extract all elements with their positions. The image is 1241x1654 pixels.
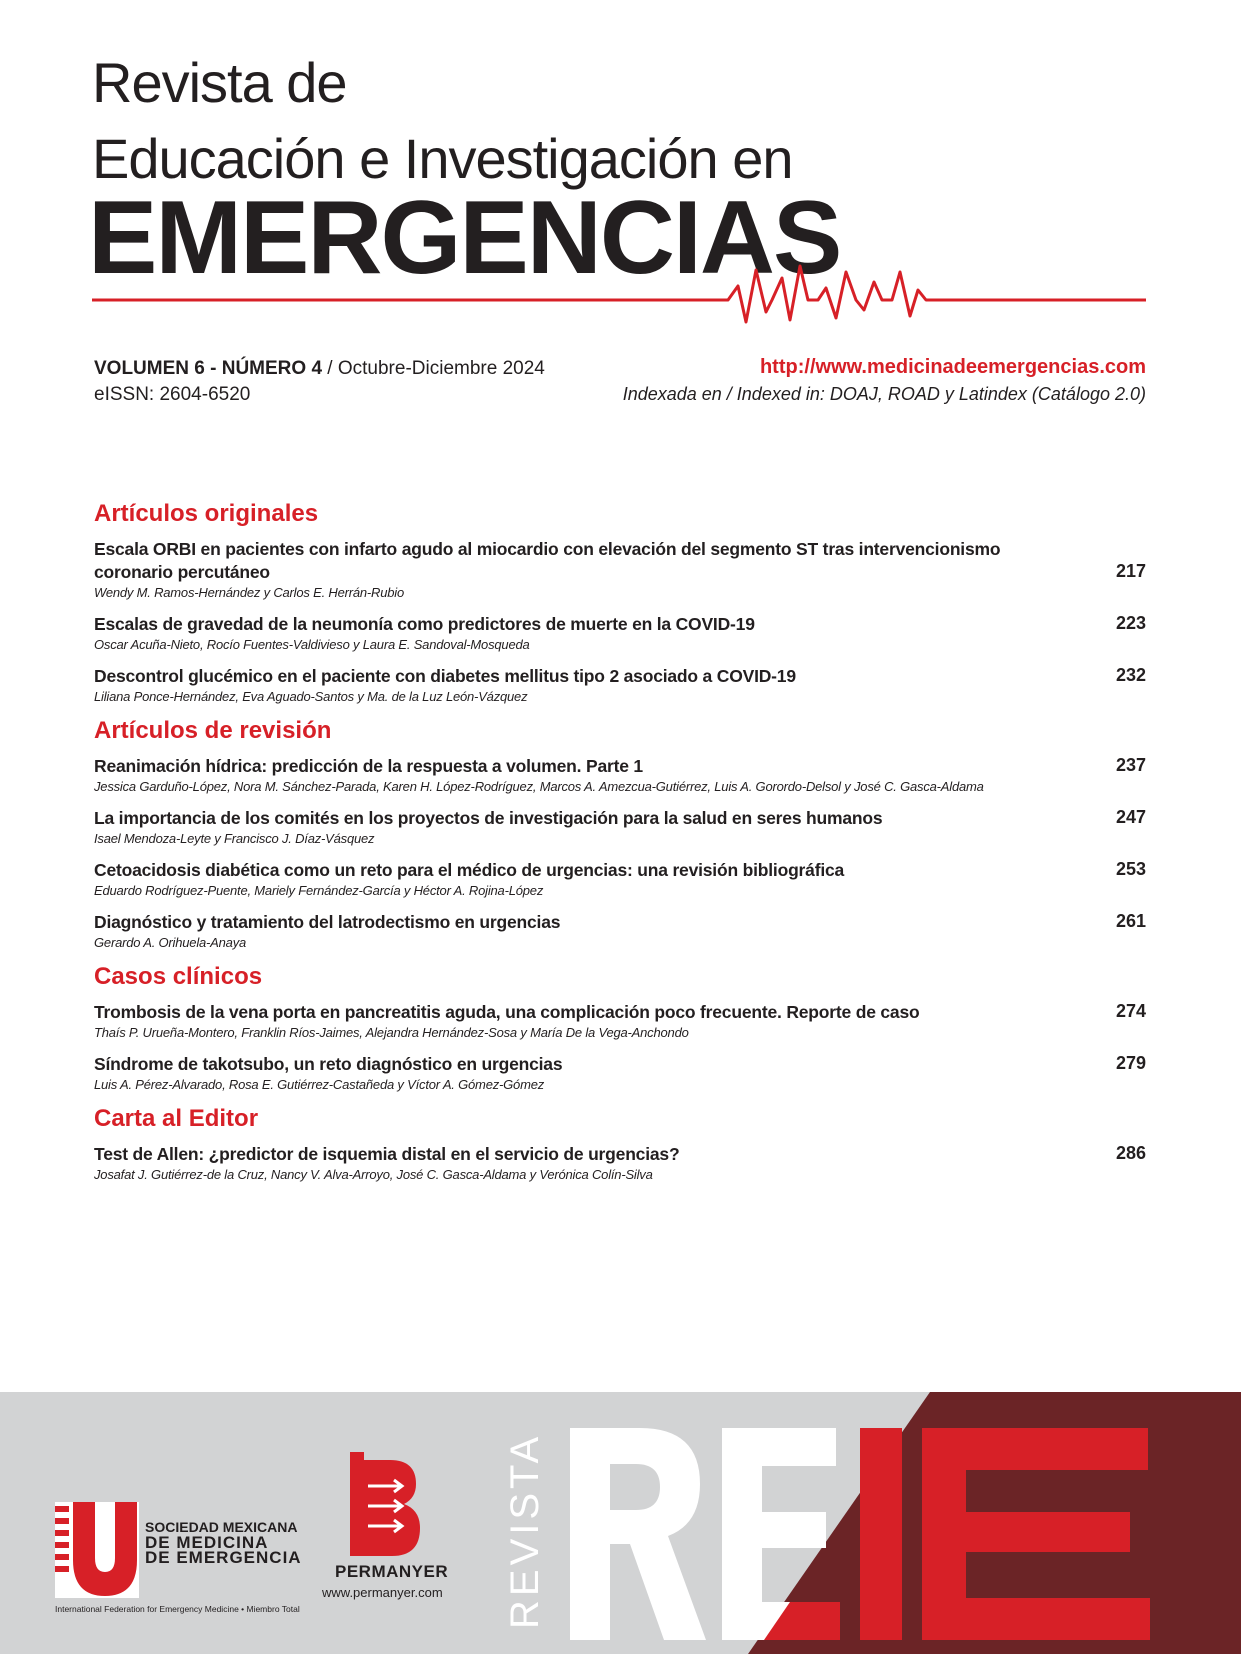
article-authors: Wendy M. Ramos-Hernández y Carlos E. Herrán-Rubio — [94, 585, 405, 600]
toc-section — [94, 500, 1146, 705]
article-title[interactable]: La importancia de los comités en los proyectos de investigación para la salud en seres humanos — [94, 808, 883, 828]
article-authors: Oscar Acuña-Nieto, Rocío Fuentes-Valdivieso y Laura E. Sandoval-Mosqueda — [94, 637, 530, 652]
toc-article[interactable] — [94, 859, 1146, 899]
article-page-number: 274 — [1115, 1001, 1146, 1021]
toc-article[interactable] — [94, 1053, 1146, 1093]
article-authors: Thaís P. Urueña-Montero, Franklin Ríos-Jaimes, Alejandra Hernández-Sosa y María De la Vega-Anchondo — [94, 1025, 689, 1040]
article-authors: Isael Mendoza-Leyte y Francisco J. Díaz-Vásquez — [94, 831, 375, 846]
article-authors: Liliana Ponce-Hernández, Eva Aguado-Santos y Ma. de la Luz León-Vázquez — [94, 689, 528, 704]
smme-logo-icon — [55, 1502, 139, 1598]
toc-article[interactable] — [94, 1001, 1146, 1041]
article-title[interactable]: Trombosis de la vena porta en pancreatitis aguda, una complicación poco frecuente. Reporte de caso — [94, 1002, 920, 1022]
journal-title-main: EMERGENCIAS — [88, 180, 841, 296]
section-title: Carta al Editor — [94, 1105, 259, 1132]
issue-date: / Octubre-Diciembre 2024 — [322, 358, 545, 379]
society-name-line1: SOCIEDAD MEXICANA — [145, 1519, 298, 1535]
toc-article[interactable] — [94, 538, 1146, 601]
table-of-contents — [94, 500, 1146, 1195]
journal-title-line2: Educación e Investigación en — [92, 127, 793, 190]
article-title[interactable]: Escalas de gravedad de la neumonía como predictores de muerte en la COVID-19 — [94, 614, 755, 634]
society-name-line2: DE MEDICINA — [145, 1533, 269, 1552]
article-page-number: 217 — [1115, 561, 1146, 581]
article-page-number: 261 — [1115, 911, 1146, 931]
article-title[interactable]: Cetoacidosis diabética como un reto para el médico de urgencias: una revisión bibliográfica — [94, 860, 845, 880]
article-title[interactable]: Síndrome de takotsubo, un reto diagnóstico en urgencias — [94, 1054, 563, 1074]
article-title[interactable]: Reanimación hídrica: predicción de la respuesta a volumen. Parte 1 — [94, 756, 643, 776]
toc-section — [94, 717, 1146, 951]
eissn: eISSN: 2604-6520 — [94, 384, 251, 405]
section-title: Artículos originales — [94, 500, 319, 527]
article-title[interactable]: Diagnóstico y tratamiento del latrodectismo en urgencias — [94, 912, 561, 932]
article-title[interactable]: Test de Allen: ¿predictor de isquemia distal en el servicio de urgencias? — [94, 1144, 680, 1164]
article-page-number: 279 — [1115, 1053, 1146, 1073]
society-name-line3: DE EMERGENCIA — [145, 1548, 302, 1567]
journal-url-link[interactable]: http://www.medicinadeemergencias.com — [759, 356, 1146, 378]
reie-logo-letters — [570, 1428, 1150, 1640]
society-name — [145, 1520, 302, 1565]
journal-title-line1: Revista de — [92, 51, 347, 114]
toc-section — [94, 1105, 1146, 1183]
toc-article[interactable] — [94, 665, 1146, 705]
journal-links — [623, 354, 1146, 408]
article-authors: Gerardo A. Orihuela-Anaya — [94, 935, 247, 950]
publisher-name: PERMANYER — [335, 1562, 449, 1581]
article-page-number: 237 — [1115, 755, 1146, 775]
brand-vertical-text: REVISTA — [503, 1432, 547, 1629]
section-title: Artículos de revisión — [94, 717, 332, 744]
toc-article[interactable] — [94, 1143, 1146, 1183]
article-page-number: 232 — [1115, 665, 1146, 685]
permanyer-logo-icon — [350, 1452, 420, 1560]
article-authors: Eduardo Rodríguez-Puente, Mariely Fernández-García y Héctor A. Rojina-López — [94, 883, 544, 898]
article-page-number: 253 — [1115, 859, 1146, 879]
article-page-number: 223 — [1115, 613, 1146, 633]
publisher-url-link[interactable]: www.permanyer.com — [322, 1585, 443, 1600]
ecg-line-icon — [0, 0, 1241, 330]
volume-number: VOLUMEN 6 - NÚMERO 4 — [94, 358, 323, 379]
article-title[interactable]: Escala ORBI en pacientes con infarto agudo al miocardio con elevación del segmento ST tras intervencionismo coronario percutáneo — [94, 539, 1001, 582]
footer-band — [0, 1392, 1241, 1654]
section-title: Casos clínicos — [94, 963, 263, 990]
issue-info — [94, 356, 545, 408]
toc-article[interactable] — [94, 755, 1146, 795]
article-authors: Josafat J. Gutiérrez-de la Cruz, Nancy V. Alva-Arroyo, José C. Gasca-Aldama y Verónica Colín-Silva — [94, 1167, 653, 1182]
indexed-in: Indexada en / Indexed in: DOAJ, ROAD y Latindex (Catálogo 2.0) — [622, 384, 1146, 404]
toc-article[interactable] — [94, 613, 1146, 653]
article-authors: Luis A. Pérez-Alvarado, Rosa E. Gutiérrez-Castañeda y Víctor A. Gómez-Gómez — [94, 1077, 545, 1092]
society-subtitle: International Federation for Emergency Medicine • Miembro Total — [55, 1604, 300, 1614]
article-title[interactable]: Descontrol glucémico en el paciente con diabetes mellitus tipo 2 asociado a COVID-19 — [94, 666, 796, 686]
article-page-number: 247 — [1115, 807, 1146, 827]
article-page-number: 286 — [1115, 1143, 1146, 1163]
toc-section — [94, 963, 1146, 1093]
toc-article[interactable] — [94, 911, 1146, 951]
article-authors: Jessica Garduño-López, Nora M. Sánchez-Parada, Karen H. López-Rodríguez, Marcos A. Amezcua-Gutiérrez, Luis A. Gorordo-Delsol y José C. Gasca-Aldama — [94, 779, 984, 794]
toc-article[interactable] — [94, 807, 1146, 847]
